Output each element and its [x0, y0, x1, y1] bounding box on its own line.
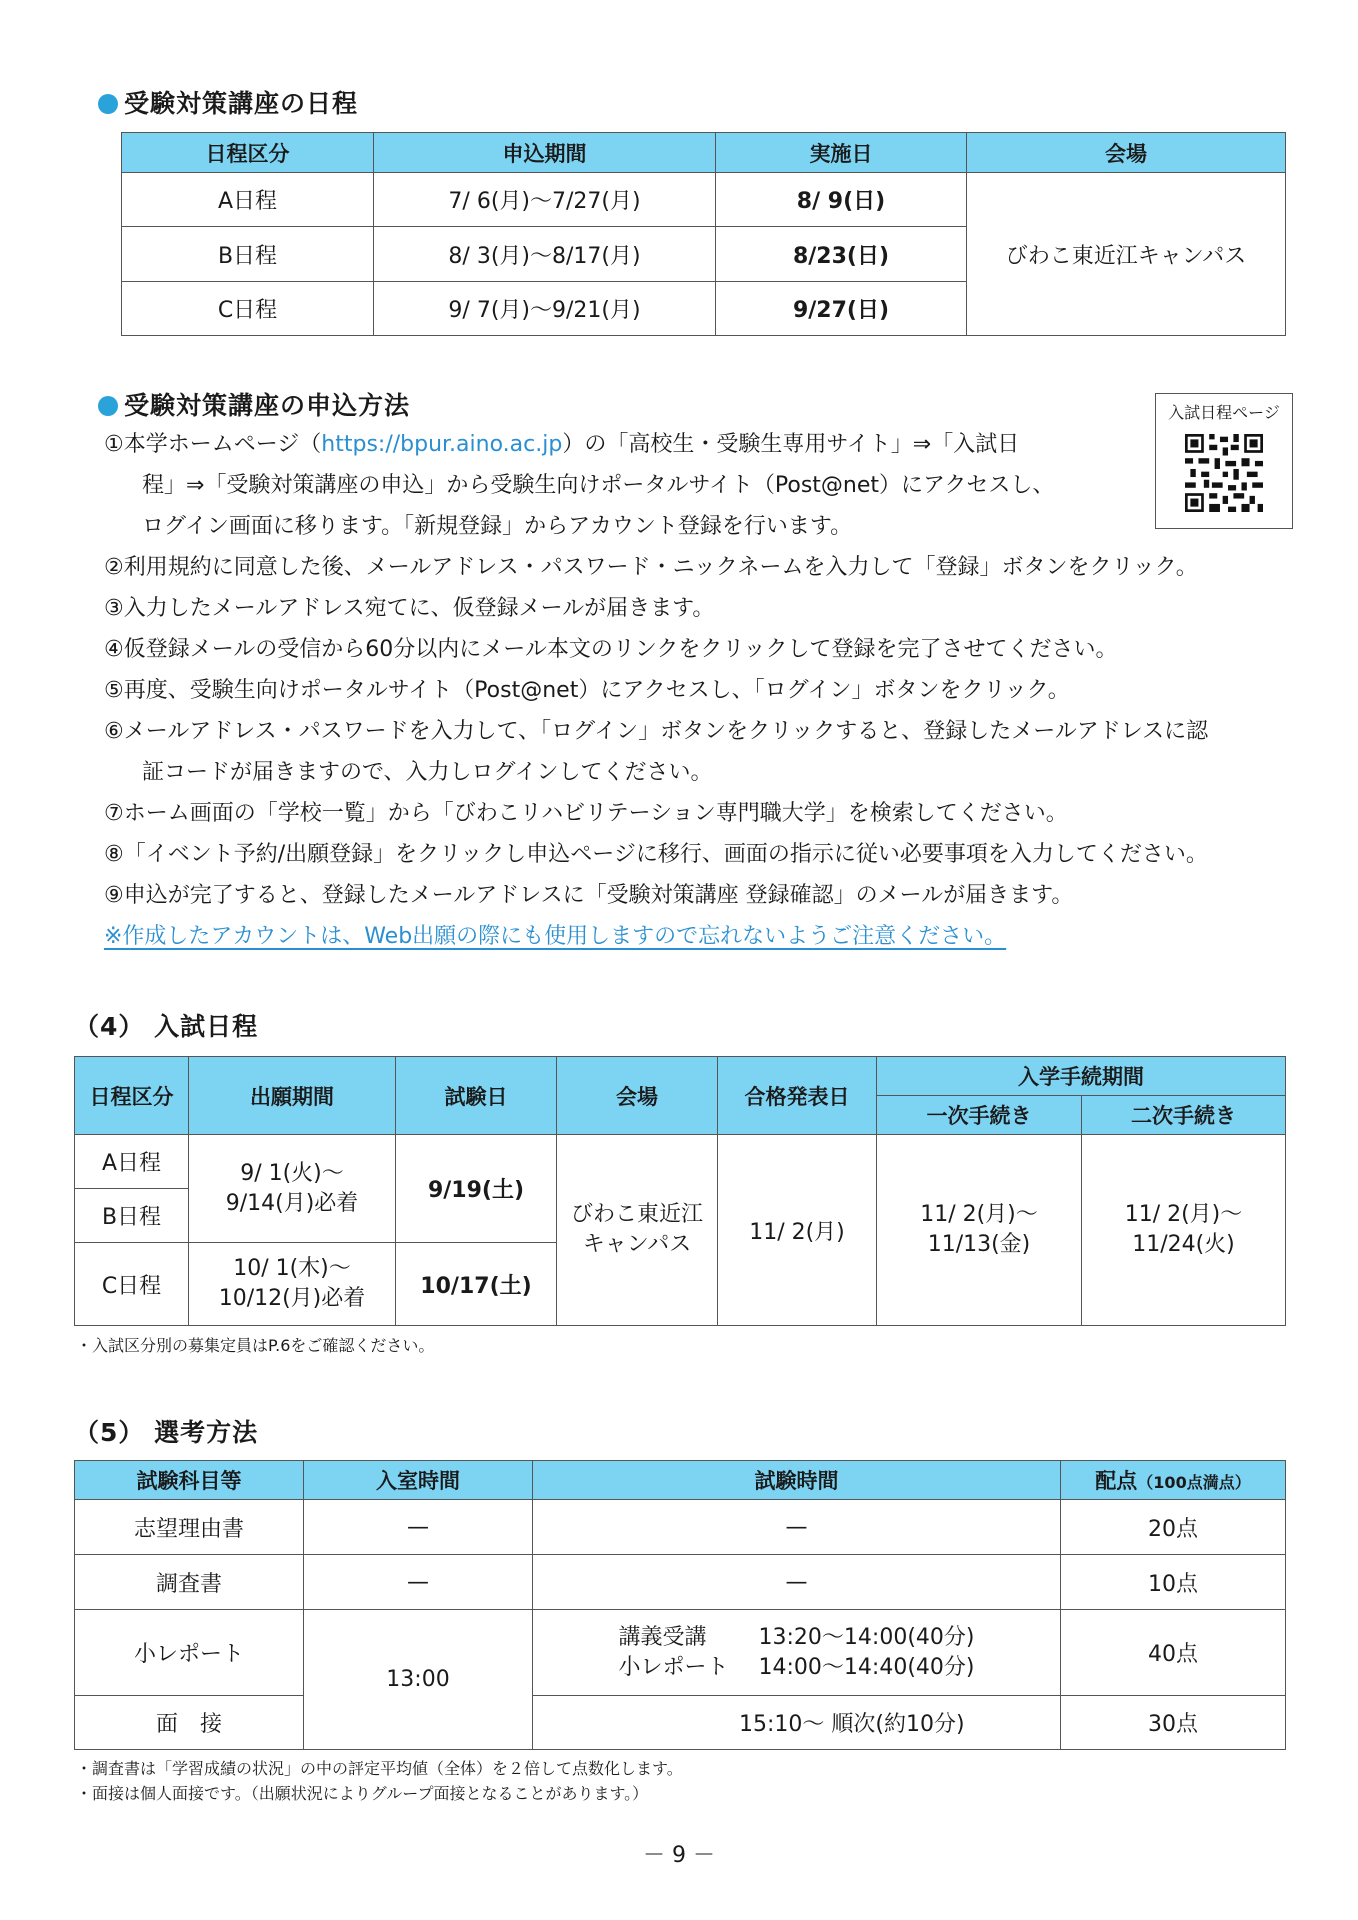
table-header-row [75, 1461, 1286, 1500]
header-venue: 会場 [557, 1057, 718, 1135]
table-header-row [122, 133, 1286, 173]
cell-subject: 小レポート [75, 1610, 304, 1696]
bullet-dot-icon [98, 396, 118, 416]
cell-date: 9/27(日) [716, 282, 967, 336]
period-start: 9/ 1(火)～ [240, 1160, 344, 1186]
cell-kubun: A日程 [122, 173, 374, 227]
header-period: 申込期間 [374, 133, 716, 173]
period-start: 10/ 1(木)～ [233, 1256, 351, 1281]
cell-entry-shared: 13:00 [304, 1610, 533, 1750]
step-4: ④仮登録メールの受信から60分以内にメール本文のリンクをクリックして登録を完了させてください。 [104, 637, 1118, 662]
section-title: 受験対策講座の申込方法 [124, 391, 411, 420]
time-value: 13:20～14:00(40分) [758, 1624, 975, 1650]
header-venue: 会場 [967, 133, 1286, 173]
step-1-cont: ログイン画面に移ります。「新規登録」からアカウント登録を行います。 [142, 514, 853, 539]
cell-first [877, 1135, 1082, 1326]
step-text: ①本学ホームページ（ [104, 432, 322, 457]
cell-subject: 面 接 [75, 1696, 304, 1750]
application-steps [104, 424, 1304, 957]
first-start: 11/ 2(月)～ [920, 1202, 1038, 1227]
exam-schedule-table [74, 1056, 1286, 1326]
header-first: 一次手続き [877, 1096, 1082, 1135]
table-row [75, 1135, 1286, 1189]
venue-line: びわこ東近江 [570, 1202, 703, 1227]
section-title: 受験対策講座の日程 [124, 89, 359, 118]
header-kubun: 日程区分 [75, 1057, 189, 1135]
section-heading-course-schedule [98, 84, 358, 120]
cell-kubun: B日程 [122, 227, 374, 282]
header-result: 合格発表日 [718, 1057, 877, 1135]
step-3: ③入力したメールアドレス宛てに、仮登録メールが届きます。 [104, 596, 715, 621]
step-5: ⑤再度、受験生向けポータルサイト（Post@net）にアクセスし、「ログイン」ボタンをクリック。 [104, 678, 1070, 703]
cell-entry: — [304, 1500, 533, 1555]
step-9: ⑨申込が完了すると、登録したメールアドレスに「受験対策講座 登録確認」のメールが届きます。 [104, 883, 1074, 908]
table-row [75, 1555, 1286, 1610]
cell-time: — [533, 1500, 1061, 1555]
cell-time: 15:10～ 順次(約10分) [533, 1696, 1061, 1750]
time-value: 14:00～14:40(40分) [758, 1654, 975, 1680]
header-exam-date: 試験日 [396, 1057, 557, 1135]
table-row [75, 1696, 1286, 1750]
header-procedure: 入学手続期間 [877, 1057, 1286, 1096]
second-start: 11/ 2(月)～ [1124, 1202, 1243, 1227]
table-header-row [75, 1057, 1286, 1096]
header-subject: 試験科目等 [75, 1461, 304, 1500]
step-6: ⑥メールアドレス・パスワードを入力して、「ログイン」ボタンをクリックすると、登録したメールアドレスに認 [104, 719, 1209, 744]
header-score [1061, 1461, 1286, 1500]
cell-period: 8/ 3(月)～8/17(月) [374, 227, 716, 282]
cell-time-detail [533, 1610, 1061, 1696]
cell-subject: 志望理由書 [75, 1500, 304, 1555]
cell-kubun: B日程 [75, 1189, 189, 1243]
section-heading-exam-schedule: （4） 入試日程 [74, 1012, 259, 1041]
step-2: ②利用規約に同意した後、メールアドレス・パスワード・ニックネームを入力して「登録」ボタンをクリック。 [104, 555, 1198, 580]
cell-subject: 調査書 [75, 1555, 304, 1610]
selection-table [74, 1460, 1286, 1750]
cell-score: 30点 [1061, 1696, 1286, 1750]
cell-score: 40点 [1061, 1610, 1286, 1696]
cell-period: 9/ 7(月)～9/21(月) [374, 282, 716, 336]
cell-date: 8/23(日) [716, 227, 967, 282]
cell-kubun: C日程 [75, 1243, 189, 1326]
qr-label: 入試日程ページ [1168, 403, 1280, 422]
step-8: ⑧「イベント予約/出願登録」をクリックし申込ページに移行、画面の指示に従い必要事項を入力してください。 [104, 842, 1208, 867]
cell-exam-date-ab: 9/19(土) [396, 1135, 557, 1243]
step-text: ）の「高校生・受験生専用サイト」⇒「入試日 [562, 432, 1020, 457]
section-heading-selection: （5） 選考方法 [74, 1418, 259, 1447]
score-label: 配点 [1095, 1469, 1138, 1493]
table-row [75, 1610, 1286, 1696]
footnote-line: ・調査書は「学習成績の状況」の中の評定平均値（全体）を２倍して点数化します。 [76, 1759, 683, 1778]
period-end: 10/12(月)必着 [218, 1286, 366, 1311]
cell-second [1082, 1135, 1286, 1326]
header-period: 出願期間 [189, 1057, 396, 1135]
cell-time: — [533, 1555, 1061, 1610]
step-1 [104, 424, 1304, 465]
header-kubun: 日程区分 [122, 133, 374, 173]
section-heading-application-method [98, 386, 410, 422]
cell-result: 11/ 2(月) [718, 1135, 877, 1326]
time-label: 小レポート [618, 1654, 729, 1680]
time-label: 講義受講 [618, 1624, 707, 1650]
header-entry: 入室時間 [304, 1461, 533, 1500]
footnote-line: ・面接は個人面接です。（出願状況によりグループ面接となることがあります。） [76, 1784, 649, 1803]
bullet-dot-icon [98, 94, 118, 114]
cell-score: 20点 [1061, 1500, 1286, 1555]
first-end: 11/13(金) [927, 1232, 1031, 1257]
cell-exam-date-c: 10/17(土) [396, 1243, 557, 1326]
cell-period-ab [189, 1135, 396, 1243]
venue-line: キャンパス [582, 1232, 692, 1257]
cell-score: 10点 [1061, 1555, 1286, 1610]
score-note: （100点満点） [1137, 1473, 1251, 1492]
cell-period: 7/ 6(月)～7/27(月) [374, 173, 716, 227]
step-7: ⑦ホーム画面の「学校一覧」から「びわこリハビリテーション専門職大学」を検索してください。 [104, 801, 1068, 826]
table-row [122, 173, 1286, 227]
period-end: 9/14(月)必着 [225, 1190, 359, 1216]
course-schedule-table [121, 132, 1286, 336]
step-1-cont: 程」⇒「受験対策講座の申込」から受験生向けポータルサイト（Post@net）にアクセスし、 [142, 473, 1055, 498]
homepage-link[interactable]: https://bpur.aino.ac.jp [321, 432, 563, 457]
cell-entry: — [304, 1555, 533, 1610]
second-end: 11/24(火) [1132, 1232, 1235, 1257]
account-note: ※作成したアカウントは、Web出願の際にも使用しますので忘れないようご注意ください。 [104, 924, 1007, 949]
cell-kubun: A日程 [75, 1135, 189, 1189]
exam-footnote: ・入試区分別の募集定員はP.6をご確認ください。 [76, 1336, 435, 1355]
cell-venue [557, 1135, 718, 1326]
header-time: 試験時間 [533, 1461, 1061, 1500]
cell-period-c [189, 1243, 396, 1326]
cell-venue: びわこ東近江キャンパス [967, 173, 1286, 336]
cell-date: 8/ 9(日) [716, 173, 967, 227]
page-number: － 9 － [643, 1843, 715, 1868]
cell-kubun: C日程 [122, 282, 374, 336]
selection-footnotes [76, 1756, 683, 1806]
header-second: 二次手続き [1082, 1096, 1286, 1135]
table-row [75, 1500, 1286, 1555]
header-date: 実施日 [716, 133, 967, 173]
step-6-cont: 証コードが届きますので、入力しログインしてください。 [142, 760, 713, 785]
